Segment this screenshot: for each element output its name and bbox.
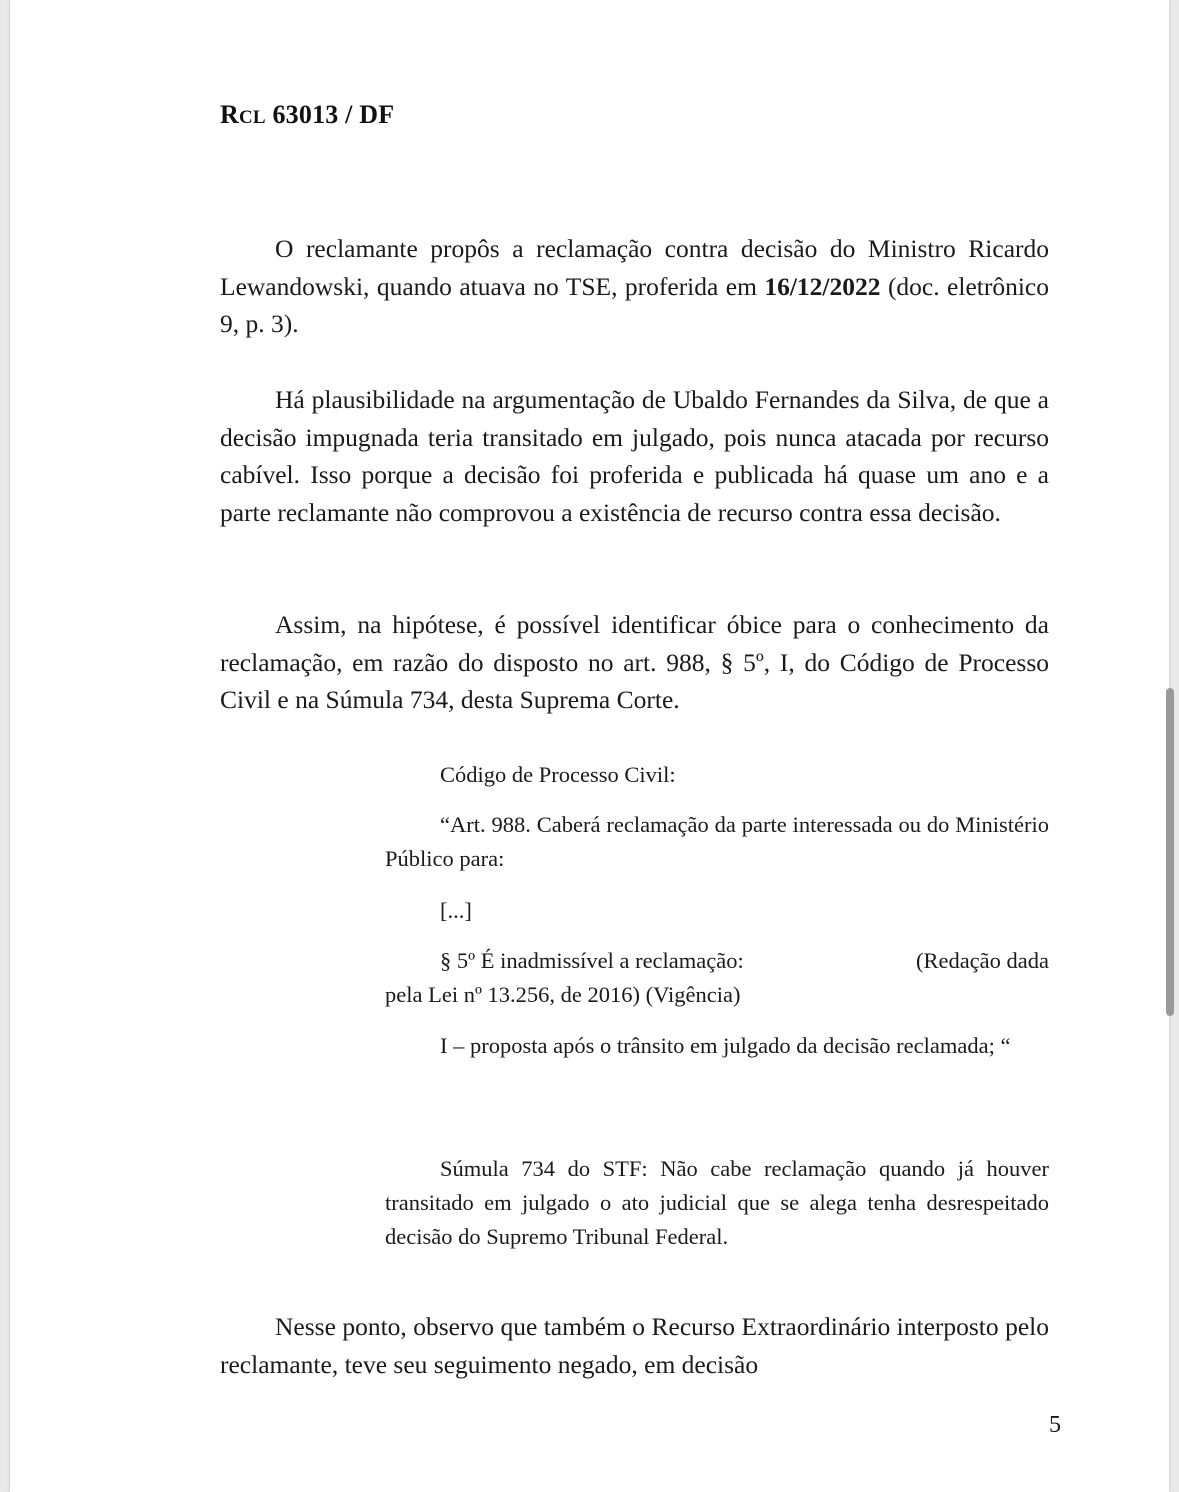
quote-paragraph-5-law: pela Lei nº 13.256, de 2016) (Vigência): [385, 982, 741, 1007]
quote-article-988: “Art. 988. Caberá reclamação da parte interessada ou do Ministério Público para:: [385, 812, 1049, 871]
case-header: [220, 100, 394, 130]
quote-paragraph-5-text: § 5º É inadmissível a reclamação:: [440, 948, 744, 973]
case-number: 63013 / DF: [265, 100, 395, 129]
scrollbar-thumb[interactable]: [1166, 688, 1174, 1016]
quote-paragraph-5: [385, 944, 1049, 1012]
paragraph-1-text-a: O reclamante propôs a reclamação contra decisão do Ministro Ricardo Lewandowski, quando atuava no TSE, proferida em: [220, 234, 1049, 301]
quote-paragraph-5-note: (Redação dada: [915, 948, 1049, 973]
quote-heading: Código de Processo Civil:: [440, 762, 676, 787]
decision-date: 16/12/2022: [764, 271, 881, 301]
paragraph-1-text-b: (doc. eletrônico 9, p. 3).: [220, 271, 1049, 339]
paragraph-4: Nesse ponto, observo que também o Recurso Extraordinário interposto pelo reclamante, teve seu seguimento negado, em decisão: [220, 1312, 1049, 1379]
page-number: 5: [1049, 1412, 1061, 1438]
case-prefix: R: [220, 100, 239, 129]
quote-item-i: I – proposta após o trânsito em julgado da decisão reclamada; “: [440, 1033, 1011, 1058]
document-page: [10, 0, 1169, 1492]
quote-sumula-734: Súmula 734 do STF: Não cabe reclamação quando já houver transitado em julgado o ato judicial que se alega tenha desrespeitado decisão do Supremo Tribunal Federal.: [385, 1156, 1049, 1249]
case-prefix-small: CL: [238, 107, 266, 128]
paragraph-2: Há plausibilidade na argumentação de Ubaldo Fernandes da Silva, de que a decisão impugnada teria transitado em julgado, pois nunca atacada por recurso cabível. Isso porque a decisão foi proferida e publicada há quase um ano e a parte reclamante não comprovou a existência de recurso contra essa decisão.: [220, 385, 1049, 528]
paragraph-1: [220, 230, 1049, 343]
paragraph-3: Assim, na hipótese, é possível identificar óbice para o conhecimento da reclamação, em razão do disposto no art. 988, § 5º, I, do Código de Processo Civil e na Súmula 734, desta Suprema Corte.: [220, 610, 1049, 715]
quote-ellipsis: [...]: [440, 898, 472, 923]
